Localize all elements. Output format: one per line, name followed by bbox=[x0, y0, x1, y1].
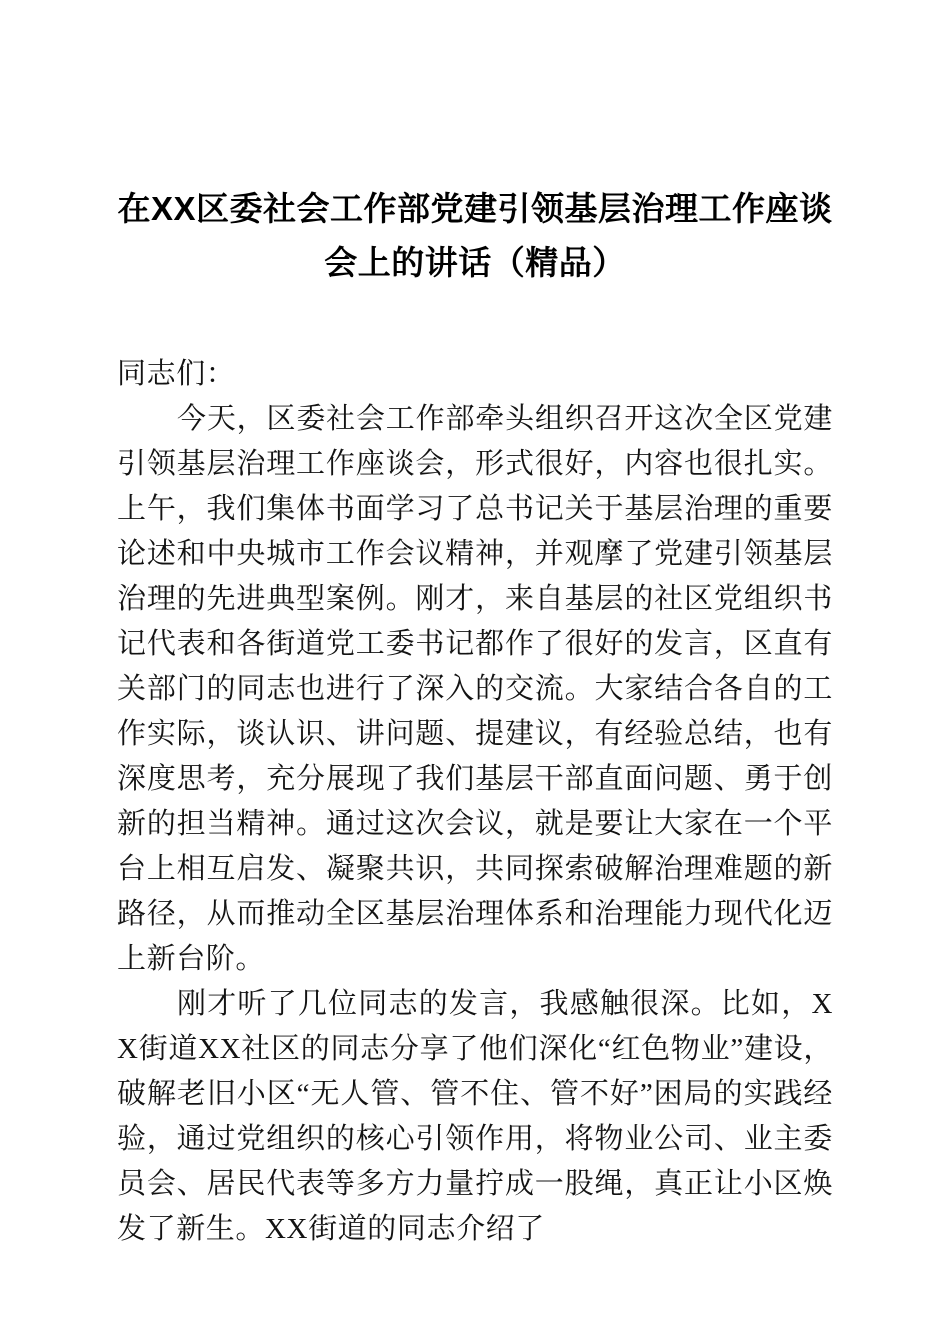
body-paragraph-2: 刚才听了几位同志的发言，我感触很深。比如，XX街道XX社区的同志分享了他们深化“红色物业”建设，破解老旧小区“无人管、管不住、管不好”困局的实践经验，通过党组织的核心引领作用，将物业公司、业主委员会、居民代表等多方力量拧成一股绳，真正让小区焕发了新生。XX街道的同志介绍了 bbox=[117, 988, 833, 1245]
body-paragraph-1: 今天，区委社会工作部牵头组织召开这次全区党建引领基层治理工作座谈会，形式很好，内容也很扎实。上午，我们集体书面学习了总书记关于基层治理的重要论述和中央城市工作会议精神，并观摩了党建引领基层治理的先进典型案例。刚才，来自基层的社区党组织书记代表和各街道党工委书记都作了很好的发言，区直有关部门的同志也进行了深入的交流。大家结合各自的工作实际，谈认识、讲问题、提建议，有经验总结，也有深度思考，充分展现了我们基层干部直面问题、勇于创新的担当精神。通过这次会议，就是要让大家在一个平台上相互启发、凝聚共识，共同探索破解治理难题的新路径，从而推动全区基层治理体系和治理能力现代化迈上新台阶。 bbox=[117, 403, 833, 975]
salutation-line: 同志们： bbox=[117, 358, 236, 390]
document-body bbox=[117, 352, 833, 1252]
document-content-area bbox=[117, 182, 833, 1252]
page-title: 在XX区委社会工作部党建引领基层治理工作座谈会上的讲话（精品） bbox=[117, 190, 833, 281]
